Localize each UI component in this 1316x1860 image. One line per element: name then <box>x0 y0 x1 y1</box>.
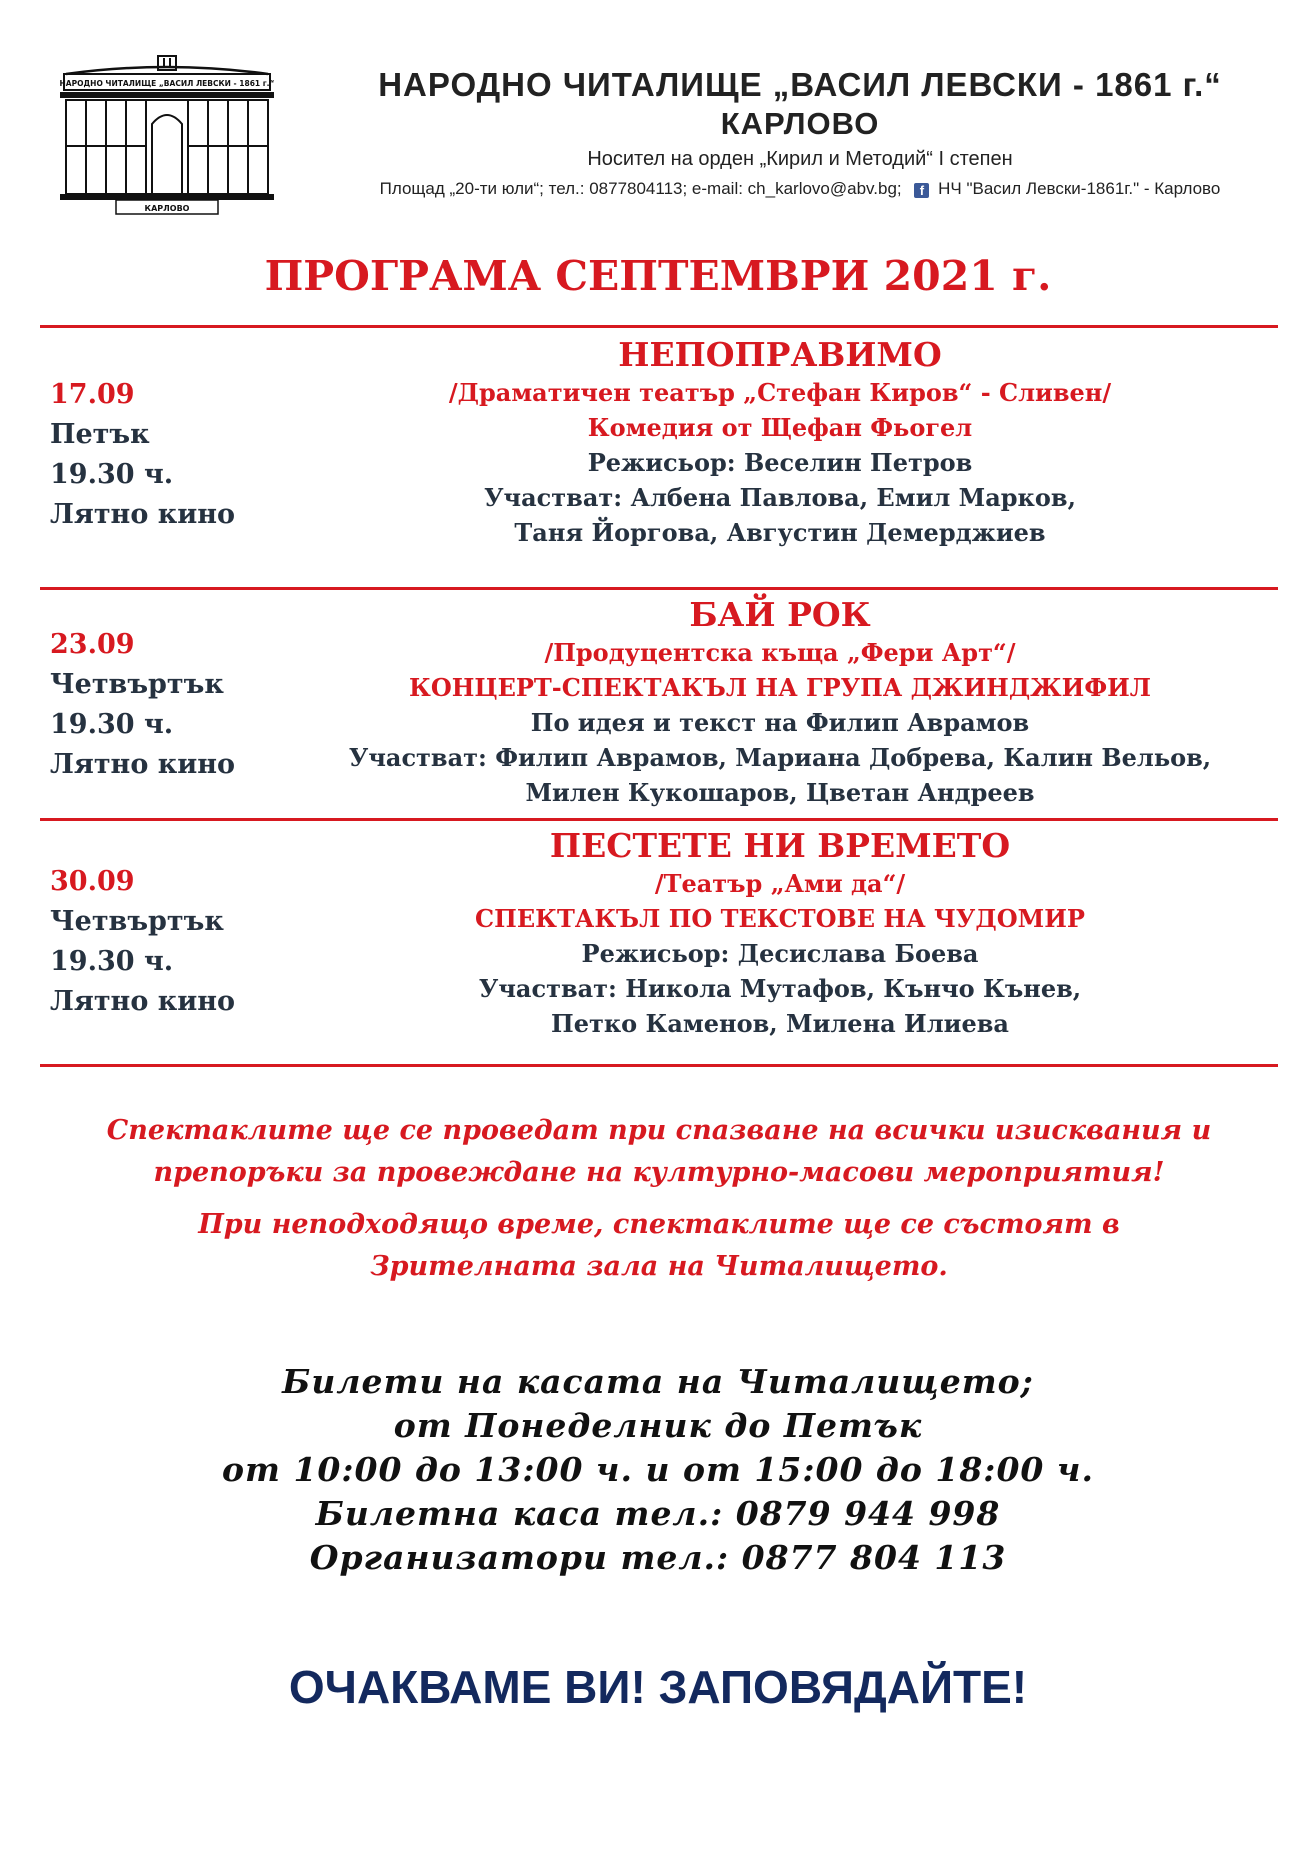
event-time: 19.30 ч. <box>50 946 174 977</box>
event-details <box>280 595 1280 810</box>
event-name: ПЕСТЕТЕ НИ ВРЕМЕТО <box>549 826 1011 865</box>
ticket-info <box>0 1360 1316 1580</box>
event-date: 30.09 <box>50 866 135 897</box>
org-name: НАРОДНО ЧИТАЛИЩЕ „ВАСИЛ ЛЕВСКИ - 1861 г.“ <box>378 66 1222 103</box>
event-genre: Комедия от Щефан Фьогел <box>587 413 973 442</box>
event-day: Четвъртък <box>50 906 224 937</box>
event-company: /Продуцентска къща „Фери Арт“/ <box>544 638 1016 667</box>
event-cast: Таня Йоргова, Августин Демерджиев <box>514 518 1046 547</box>
ticket-line: Билети на касата на Читалището; <box>282 1362 1034 1401</box>
event-when <box>50 862 235 1022</box>
event-place: Лятно кино <box>50 499 236 530</box>
event-details <box>280 826 1280 1041</box>
contacts-line <box>320 179 1280 199</box>
event-genre: КОНЦЕРТ-СПЕКТАКЪЛ НА ГРУПА ДЖИНДЖИФИЛ <box>408 673 1152 702</box>
chitalishte-building-logo <box>56 54 278 216</box>
event-day: Четвъртък <box>50 669 224 700</box>
event-cast: Участват: Филип Аврамов, Мариана Добрева, Калин Вельов, <box>348 743 1212 772</box>
event-date: 23.09 <box>50 629 135 660</box>
event-time: 19.30 ч. <box>50 459 174 490</box>
note-line: При неподходящо време, спектаклите ще се състоят в <box>198 1209 1120 1240</box>
event-place: Лятно кино <box>50 986 236 1017</box>
event-cast: Милен Кукошаров, Цветан Андреев <box>525 778 1035 807</box>
svg-text:НАРОДНО ЧИТАЛИЩЕ „ВАСИЛ ЛЕВСКИ: НАРОДНО ЧИТАЛИЩЕ „ВАСИЛ ЛЕВСКИ - 1861 г.“ <box>59 79 275 88</box>
event-company: /Драматичен театър „Стефан Киров“ - Сливен/ <box>448 378 1112 407</box>
ticket-line: от 10:00 до 13:00 ч. и от 15:00 до 18:00 ч. <box>222 1450 1094 1489</box>
event-when <box>50 375 235 535</box>
facebook-icon: f <box>914 183 929 198</box>
order-award: Носител на орден „Кирил и Методий“ I степен <box>587 148 1013 170</box>
event-when <box>50 625 235 785</box>
event-cast: Петко Каменов, Милена Илиева <box>551 1009 1009 1038</box>
event-author: По идея и текст на Филип Аврамов <box>530 708 1030 737</box>
event-date: 17.09 <box>50 379 135 410</box>
event-cast: Участват: Никола Мутафов, Кънчо Кънев, <box>478 974 1082 1003</box>
ticket-line: Билетна каса тел.: 0879 944 998 <box>315 1494 1001 1533</box>
event-name: БАЙ РОК <box>689 595 871 634</box>
event-director: Режисьор: Веселин Петров <box>587 448 973 477</box>
divider <box>40 1064 1278 1067</box>
welcome-banner: ОЧАКВАМЕ ВИ! ЗАПОВЯДАЙТЕ! <box>288 1661 1028 1713</box>
contact-details: Площад „20-ти юли“; тел.: 0877804113; e-mail: ch_karlovo@abv.bg; <box>379 179 902 198</box>
ticket-line: Организатори тел.: 0877 804 113 <box>309 1538 1007 1577</box>
event-company: /Театър „Ами да“/ <box>654 869 906 898</box>
note-line: препоръки за провеждане на културно-масови мероприятия! <box>153 1157 1165 1188</box>
event-time: 19.30 ч. <box>50 709 174 740</box>
event-cast: Участват: Албена Павлова, Емил Марков, <box>484 483 1076 512</box>
notes <box>40 1110 1278 1288</box>
event-day: Петък <box>50 419 150 450</box>
svg-text:КАРЛОВО: КАРЛОВО <box>144 204 190 213</box>
city-name: КАРЛОВО <box>720 106 880 141</box>
divider <box>40 587 1278 590</box>
header <box>50 50 1270 220</box>
page-title: ПРОГРАМА СЕПТЕМВРИ 2021 г. <box>264 252 1052 300</box>
event-director: Режисьор: Десислава Боева <box>581 939 979 968</box>
event-place: Лятно кино <box>50 749 236 780</box>
facebook-page[interactable]: НЧ "Васил Левски-1861г." - Карлово <box>938 179 1221 198</box>
event-name: НЕПОПРАВИМО <box>618 335 942 374</box>
ticket-line: от Понеделник до Петък <box>393 1406 923 1445</box>
event-genre: СПЕКТАКЪЛ ПО ТЕКСТОВЕ НА ЧУДОМИР <box>475 904 1085 933</box>
note-line: Спектаклите ще се проведат при спазване на всички изисквания и <box>106 1115 1212 1146</box>
event-details <box>280 335 1280 550</box>
divider <box>40 325 1278 328</box>
divider <box>40 818 1278 821</box>
note-line: Зрителната зала на Читалището. <box>370 1251 948 1282</box>
header-text <box>320 66 1280 199</box>
